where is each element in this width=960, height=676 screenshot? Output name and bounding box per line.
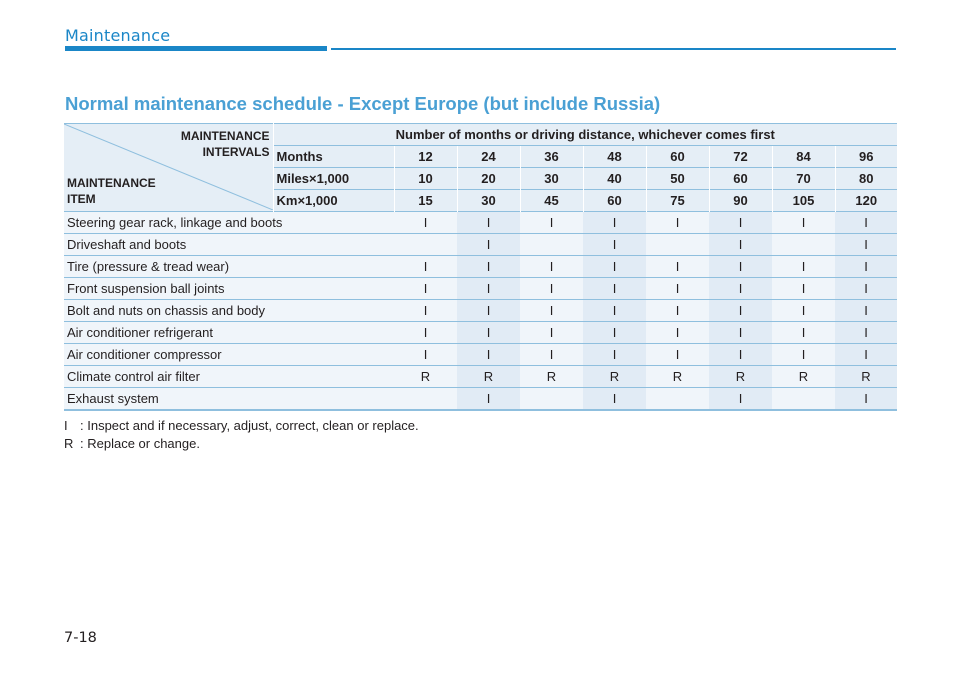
miles-cell: 10 bbox=[394, 168, 457, 190]
schedule-cell: I bbox=[709, 322, 772, 344]
schedule-cell: I bbox=[646, 300, 709, 322]
schedule-body bbox=[64, 212, 897, 411]
miles-cell: 20 bbox=[457, 168, 520, 190]
schedule-cell: R bbox=[457, 366, 520, 388]
schedule-cell: I bbox=[709, 234, 772, 256]
schedule-cell: I bbox=[835, 322, 897, 344]
table-row bbox=[64, 300, 897, 322]
table-header-span-row bbox=[64, 124, 897, 146]
corner-intervals-line2: INTERVALS bbox=[202, 145, 270, 159]
schedule-cell: R bbox=[394, 366, 457, 388]
schedule-cell: I bbox=[583, 256, 646, 278]
schedule-cell: I bbox=[709, 212, 772, 234]
km-cell: 90 bbox=[709, 190, 772, 212]
schedule-cell: I bbox=[394, 256, 457, 278]
schedule-cell: I bbox=[583, 300, 646, 322]
maintenance-item: Air conditioner compressor bbox=[64, 344, 394, 366]
table-row bbox=[64, 366, 897, 388]
schedule-cell: R bbox=[520, 366, 583, 388]
schedule-cell: I bbox=[394, 278, 457, 300]
maintenance-item: Exhaust system bbox=[64, 388, 394, 411]
schedule-cell: I bbox=[709, 300, 772, 322]
schedule-cell bbox=[646, 234, 709, 256]
schedule-cell: I bbox=[394, 322, 457, 344]
schedule-cell: R bbox=[646, 366, 709, 388]
schedule-cell: I bbox=[394, 212, 457, 234]
schedule-cell: I bbox=[646, 344, 709, 366]
schedule-cell: I bbox=[709, 278, 772, 300]
schedule-cell: I bbox=[583, 278, 646, 300]
km-cell: 30 bbox=[457, 190, 520, 212]
table-corner-cell bbox=[64, 124, 273, 212]
legend-text: : Inspect and if necessary, adjust, correct, clean or replace. bbox=[80, 418, 419, 433]
maintenance-item: Tire (pressure & tread wear) bbox=[64, 256, 394, 278]
schedule-cell: I bbox=[709, 344, 772, 366]
table-row bbox=[64, 278, 897, 300]
maintenance-item: Bolt and nuts on chassis and body bbox=[64, 300, 394, 322]
schedule-cell: I bbox=[583, 212, 646, 234]
schedule-cell: R bbox=[835, 366, 897, 388]
legend-key: I bbox=[64, 418, 68, 433]
miles-cell: 40 bbox=[583, 168, 646, 190]
schedule-cell: I bbox=[772, 278, 835, 300]
header-rule bbox=[331, 48, 896, 50]
schedule-cell: I bbox=[457, 388, 520, 411]
corner-item-line2: ITEM bbox=[67, 192, 96, 206]
schedule-cell: I bbox=[772, 344, 835, 366]
table-row bbox=[64, 212, 897, 234]
months-cell: 24 bbox=[457, 146, 520, 168]
schedule-cell: I bbox=[835, 278, 897, 300]
schedule-cell: I bbox=[646, 278, 709, 300]
table-row bbox=[64, 388, 897, 411]
schedule-cell: I bbox=[583, 344, 646, 366]
maintenance-item: Air conditioner refrigerant bbox=[64, 322, 394, 344]
schedule-cell bbox=[520, 388, 583, 411]
schedule-cell: I bbox=[646, 212, 709, 234]
miles-cell: 80 bbox=[835, 168, 897, 190]
table-row bbox=[64, 256, 897, 278]
km-cell: 15 bbox=[394, 190, 457, 212]
miles-cell: 70 bbox=[772, 168, 835, 190]
page-title: Normal maintenance schedule - Except Europe (but include Russia) bbox=[65, 93, 661, 114]
interval-span-header: Number of months or driving distance, whichever comes first bbox=[273, 124, 897, 146]
km-cell: 120 bbox=[835, 190, 897, 212]
corner-intervals-label bbox=[181, 128, 270, 160]
schedule-cell: I bbox=[457, 300, 520, 322]
maintenance-schedule-table bbox=[64, 123, 897, 411]
schedule-cell: I bbox=[583, 234, 646, 256]
table-row bbox=[64, 344, 897, 366]
schedule-cell: I bbox=[709, 388, 772, 411]
legend-key: R bbox=[64, 436, 74, 451]
maintenance-item: Driveshaft and boots bbox=[64, 234, 394, 256]
schedule-cell: I bbox=[709, 256, 772, 278]
schedule-cell bbox=[394, 234, 457, 256]
schedule-cell: I bbox=[520, 344, 583, 366]
schedule-cell: I bbox=[520, 322, 583, 344]
months-cell: 72 bbox=[709, 146, 772, 168]
months-cell: 48 bbox=[583, 146, 646, 168]
corner-item-label bbox=[67, 175, 156, 207]
schedule-cell: I bbox=[457, 344, 520, 366]
schedule-cell: I bbox=[772, 300, 835, 322]
schedule-cell: I bbox=[520, 300, 583, 322]
months-cell: 60 bbox=[646, 146, 709, 168]
miles-cell: 60 bbox=[709, 168, 772, 190]
km-cell: 105 bbox=[772, 190, 835, 212]
schedule-cell: I bbox=[835, 234, 897, 256]
miles-cell: 50 bbox=[646, 168, 709, 190]
schedule-cell: I bbox=[520, 278, 583, 300]
km-cell: 75 bbox=[646, 190, 709, 212]
schedule-cell: I bbox=[835, 212, 897, 234]
schedule-cell: I bbox=[646, 256, 709, 278]
table-row bbox=[64, 234, 897, 256]
miles-label: Miles×1,000 bbox=[273, 168, 394, 190]
schedule-cell bbox=[646, 388, 709, 411]
schedule-cell: I bbox=[583, 388, 646, 411]
schedule-cell bbox=[772, 234, 835, 256]
legend-text: : Replace or change. bbox=[80, 436, 200, 451]
schedule-cell: I bbox=[457, 256, 520, 278]
months-cell: 96 bbox=[835, 146, 897, 168]
schedule-cell: I bbox=[394, 344, 457, 366]
table-row bbox=[64, 322, 897, 344]
schedule-cell bbox=[772, 388, 835, 411]
schedule-cell: I bbox=[772, 256, 835, 278]
km-cell: 45 bbox=[520, 190, 583, 212]
months-cell: 36 bbox=[520, 146, 583, 168]
corner-item-line1: MAINTENANCE bbox=[67, 176, 156, 190]
schedule-cell: I bbox=[835, 344, 897, 366]
schedule-cell: I bbox=[772, 212, 835, 234]
maintenance-item: Climate control air filter bbox=[64, 366, 394, 388]
months-label: Months bbox=[273, 146, 394, 168]
months-cell: 12 bbox=[394, 146, 457, 168]
schedule-cell: I bbox=[457, 212, 520, 234]
schedule-cell: I bbox=[520, 212, 583, 234]
schedule-cell: I bbox=[457, 278, 520, 300]
schedule-cell: I bbox=[835, 300, 897, 322]
schedule-cell: R bbox=[583, 366, 646, 388]
schedule-cell: I bbox=[646, 322, 709, 344]
legend-inspect bbox=[64, 417, 419, 435]
maintenance-item: Front suspension ball joints bbox=[64, 278, 394, 300]
schedule-cell: R bbox=[709, 366, 772, 388]
schedule-cell: I bbox=[394, 300, 457, 322]
page-number: 7-18 bbox=[64, 630, 97, 646]
schedule-cell: I bbox=[772, 322, 835, 344]
schedule-cell: R bbox=[772, 366, 835, 388]
corner-intervals-line1: MAINTENANCE bbox=[180, 129, 270, 143]
schedule-cell: I bbox=[835, 388, 897, 411]
schedule-cell: I bbox=[457, 322, 520, 344]
schedule-cell: I bbox=[835, 256, 897, 278]
header-bar bbox=[65, 46, 327, 51]
schedule-cell: I bbox=[520, 256, 583, 278]
km-label: Km×1,000 bbox=[273, 190, 394, 212]
schedule-cell: I bbox=[457, 234, 520, 256]
schedule-cell: I bbox=[583, 322, 646, 344]
miles-cell: 30 bbox=[520, 168, 583, 190]
maintenance-item: Steering gear rack, linkage and boots bbox=[64, 212, 394, 234]
km-cell: 60 bbox=[583, 190, 646, 212]
schedule-cell bbox=[394, 388, 457, 411]
section-title: Maintenance bbox=[65, 26, 171, 45]
legend-replace bbox=[64, 435, 200, 453]
months-cell: 84 bbox=[772, 146, 835, 168]
schedule-cell bbox=[520, 234, 583, 256]
